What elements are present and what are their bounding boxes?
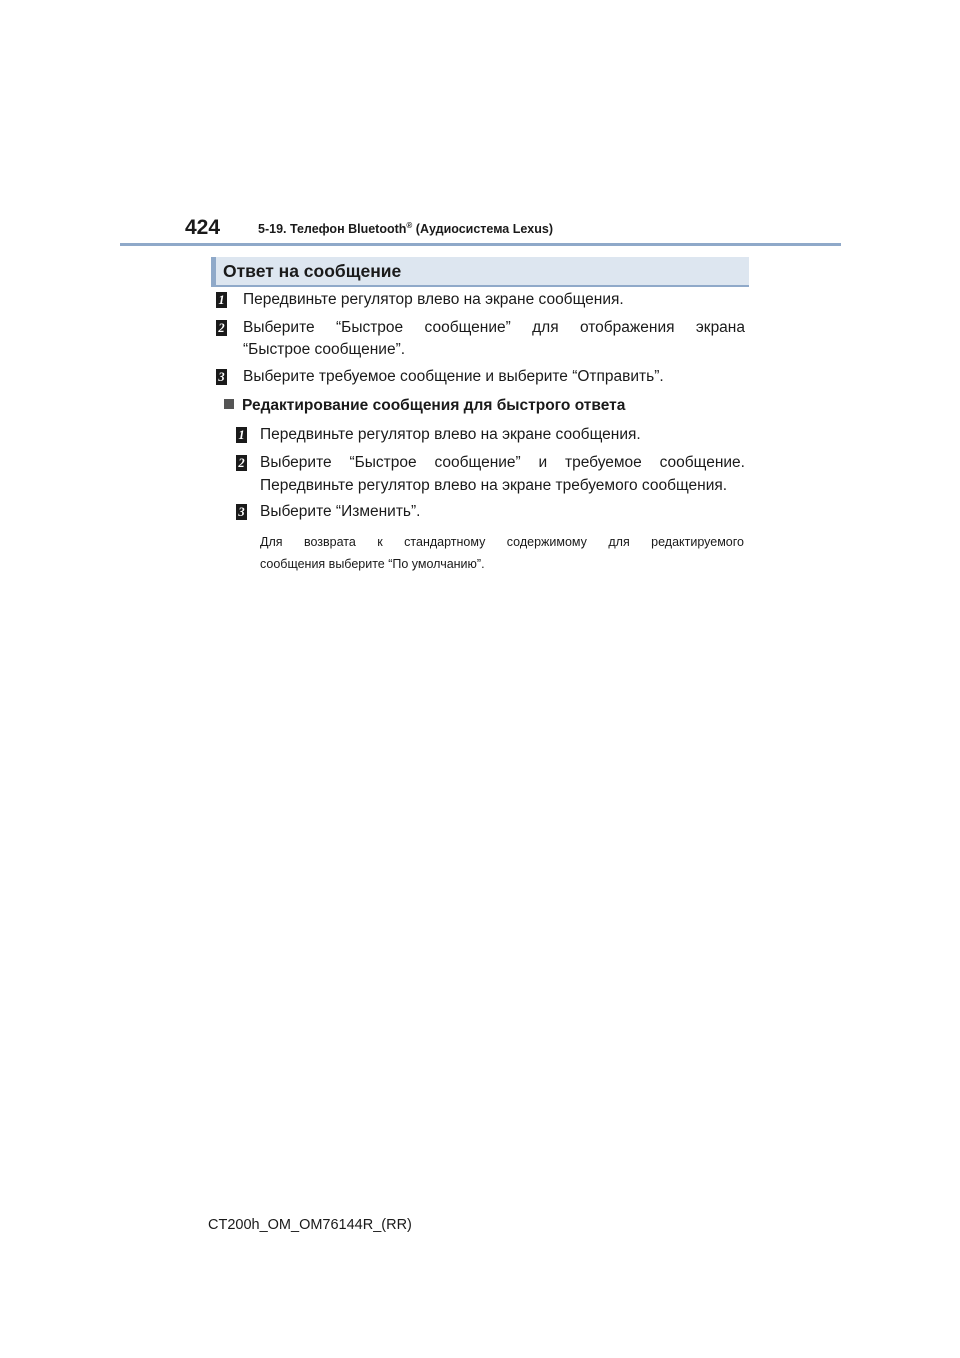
registered-mark: ® (406, 221, 413, 230)
subsection-heading (224, 397, 625, 415)
step-1-text: Передвиньте регулятор влево на экране сообщения. (243, 291, 624, 308)
section-title: Ответ на сообщение (223, 261, 402, 281)
footer-code: CT200h_OM_OM76144R_(RR) (208, 1217, 412, 1233)
square-bullet-icon (224, 399, 234, 409)
running-header-suffix: (Аудиосистема Lexus) (412, 222, 554, 237)
section-title-bar (211, 257, 749, 287)
sub-step-2-text-line1: Выберите “Быстрое сообщение” и требуемое сообщение. (260, 454, 745, 471)
step-2-text-line2: “Быстрое сообщение”. (243, 341, 406, 358)
step-number-badge: 3 (236, 504, 247, 520)
running-header (258, 221, 553, 236)
sub-step-2-text-line2: Передвиньте регулятор влево на экране требуемого сообщения. (260, 477, 728, 494)
page-number: 424 (185, 216, 221, 239)
section-bar-accent (211, 257, 216, 287)
step-number-badge: 3 (216, 369, 227, 385)
step-2-text-line1: Выберите “Быстрое сообщение” для отображения экрана (243, 319, 745, 336)
sub-step-3-text: Выберите “Изменить”. (260, 503, 421, 520)
note-line-2: сообщения выберите “По умолчанию”. (260, 557, 485, 571)
step-number-badge: 2 (216, 320, 227, 336)
step-3-text: Выберите требуемое сообщение и выберите “Отправить”. (243, 368, 664, 385)
step-number-badge: 1 (216, 292, 227, 308)
header-rule (120, 243, 841, 246)
running-header-section: 5-19. Телефон Bluetooth (258, 222, 407, 237)
subsection-title: Редактирование сообщения для быстрого ответа (242, 397, 626, 414)
step-number-badge: 2 (236, 455, 247, 471)
note-line-1: Для возврата к стандартному содержимому для редактируемого (260, 535, 744, 549)
note-text (260, 531, 744, 575)
step-number-badge: 1 (236, 427, 247, 443)
sub-step-1-text: Передвиньте регулятор влево на экране сообщения. (260, 426, 641, 443)
